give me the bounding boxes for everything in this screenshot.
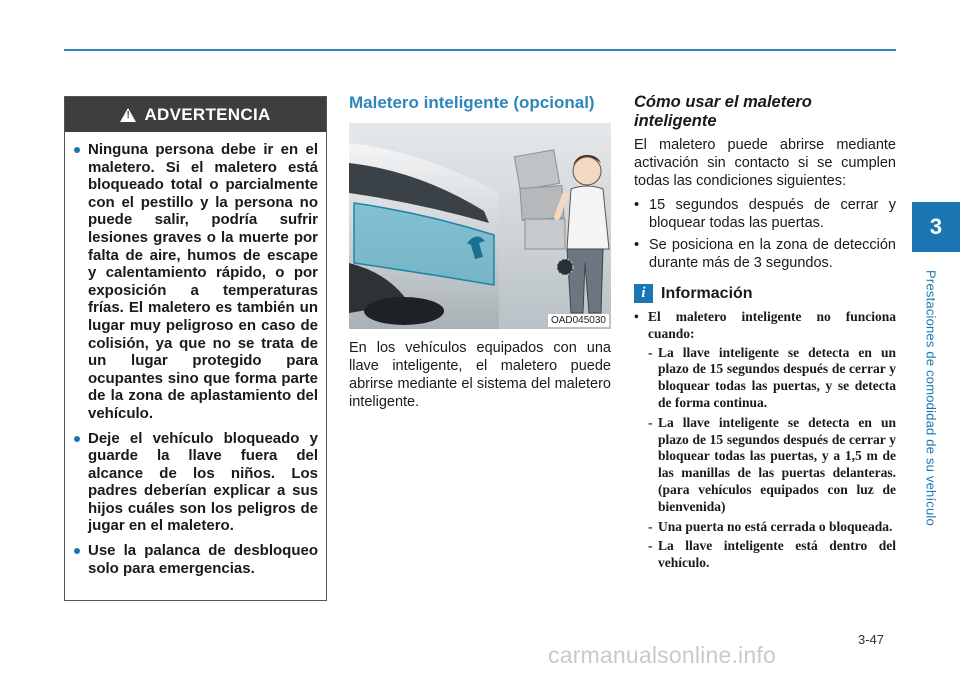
chapter-title: Prestaciones de comodidad de su vehículo (923, 270, 939, 526)
figure-code: OAD045030 (548, 314, 609, 327)
smart-trunk-figure (349, 123, 611, 329)
smart-trunk-illustration (349, 123, 611, 329)
warning-list (65, 132, 326, 577)
warning-header (65, 97, 326, 132)
section-title: Maletero inteligente (opcional) (349, 93, 595, 112)
warning-box (64, 96, 327, 601)
page-number: 3-47 (858, 632, 885, 647)
info-icon: i (634, 284, 653, 303)
usage-intro: El maletero puede abrirse mediante activación sin contacto si se cumplen todas las condiciones siguientes: (634, 137, 896, 189)
info-item: - La llave inteligente está dentro del vehículo. (648, 538, 896, 572)
usage-title: Cómo usar el maletero inteligente (634, 93, 812, 130)
section-paragraph: En los vehículos equipados con una llave inteligente, el maletero puede abrirse mediante el sistema del maletero inteligente. (349, 340, 611, 410)
warning-item: Deje el vehículo bloqueado y guarde la llave fuera del alcance de los niños. Los padres deberían explicar a sus hijos cuáles son los peligros de jugar en el maletero. (73, 430, 318, 536)
warning-triangle-icon (120, 108, 136, 122)
watermark: carmanualsonline.info (548, 642, 776, 668)
top-rule (64, 49, 896, 51)
warning-item: Ninguna persona debe ir en el maletero. Si el maletero está bloqueado total o parcialmente con el pestillo y la persona no puede salir, podría sufrir lesiones graves o la muerte por falta de aire, humos de escape y calentamiento rápido, o por exposición a temperaturas frías. El maletero es también un lugar muy peligroso en caso de colisión, ya que no se trata de un lugar protegido para ocupantes sino que forma parte de la zona de aplastamiento del vehículo. (73, 141, 318, 423)
condition-list (634, 196, 896, 272)
info-header (634, 284, 896, 303)
chapter-number: 3 (929, 214, 943, 239)
info-lead: • El maletero inteligente no funciona cuando: (634, 309, 896, 343)
condition-item: • 15 segundos después de cerrar y bloquear todas las puertas. (634, 196, 896, 232)
usage-column (634, 93, 896, 575)
warning-item: Use la palanca de desbloqueo solo para emergencias. (73, 542, 318, 577)
chapter-side-title (920, 258, 942, 538)
chapter-tab (912, 202, 960, 252)
condition-item: • Se posiciona en la zona de detección durante más de 3 segundos. (634, 236, 896, 272)
warning-header-label: ADVERTENCIA (144, 104, 271, 124)
info-sub-list (634, 345, 896, 572)
info-body (634, 309, 896, 572)
info-item: - La llave inteligente se detecta en un plazo de 15 segundos después de cerrar y bloquear todas las puertas, y a 1,5 m de las manillas de las puertas delanteras. (para vehículos equipados con luz de bienvenida) (648, 415, 896, 516)
info-item: - La llave inteligente se detecta en un plazo de 15 segundos después de cerrar y bloquear todas las puertas, y se detecta de forma continua. (648, 345, 896, 412)
info-item: - Una puerta no está cerrada o bloqueada. (648, 519, 896, 536)
info-title: Información (661, 284, 753, 302)
